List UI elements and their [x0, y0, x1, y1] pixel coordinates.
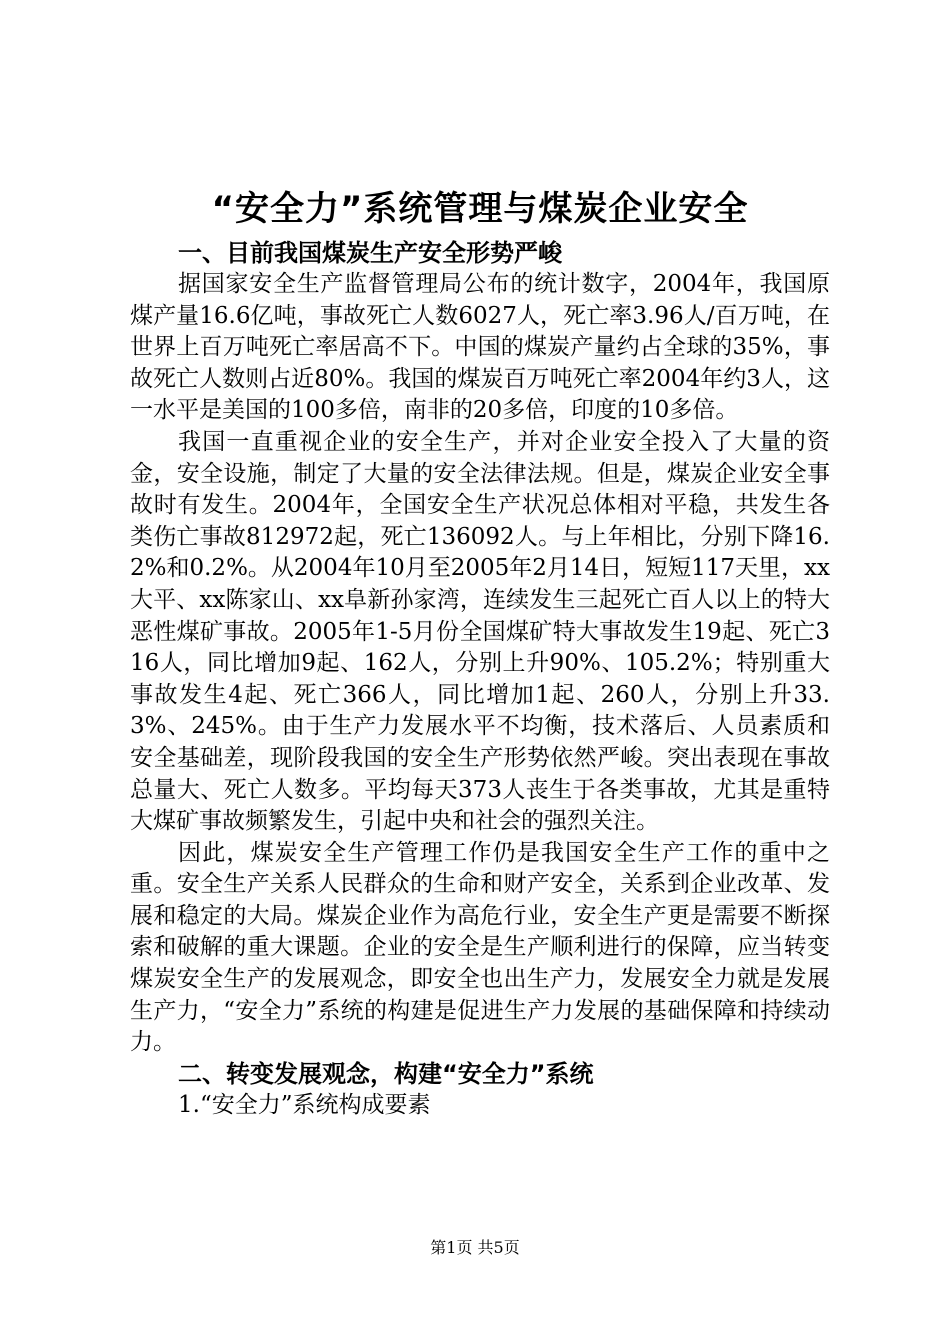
section-heading-2: 二、转变发展观念，构建“安全力”系统	[178, 1059, 594, 1088]
paragraph-3: 因此，煤炭安全生产管理工作仍是我国安全生产工作的重中之重。安全生产关系人民群众的生命和财产安全，关系到企业改革、发展和稳定的大局。煤炭企业作为高危行业，安全生产更是需要不断探索和破解的重大课题。企业的安全是生产顺利进行的保障，应当转变煤炭安全生产的发展观念，即安全也出生产力，发展安全力就是发展生产力，“安全力”系统的构建是促进生产力发展的基础保障和持续动力。	[130, 839, 830, 1056]
paragraph-2: 我国一直重视企业的安全生产，并对企业安全投入了大量的资金，安全设施，制定了大量的安全法律法规。但是，煤炭企业安全事故时有发生。2004年，全国安全生产状况总体相对平稳，共发生各类伤亡事故812972起，死亡136092人。与上年相比，分别下降16.2%和0.2%。从2004年10月至2005年2月14日，短短117天里，xx大平、xx陈家山、xx阜新孙家湾，连续发生三起死亡百人以上的特大恶性煤矿事故。2005年1-5月份全国煤矿特大事故发生19起、死亡316人，同比增加9起、162人，分别上升90%、105.2%；特别重大事故发生4起、死亡366人，同比增加1起、260人，分别上升33.3%、245%。由于生产力发展水平不均衡，技术落后、人员素质和安全基础差，现阶段我国的安全生产形势依然严峻。突出表现在事故总量大、死亡人数多。平均每天373人丧生于各类事故，尤其是重特大煤矿事故频繁发生，引起中央和社会的强烈关注。	[130, 428, 830, 835]
document-page	[130, 180, 830, 1121]
subsection-heading-1: 1.“安全力”系统构成要素	[178, 1091, 431, 1118]
section-heading-1: 一、目前我国煤炭生产安全形势严峻	[178, 239, 562, 267]
page-footer: 第1页 共5页	[430, 1238, 520, 1257]
document-title: “安全力”系统管理与煤炭企业安全	[211, 189, 749, 229]
paragraph-1: 据国家安全生产监督管理局公布的统计数字，2004年，我国原煤产量16.6亿吨，事故死亡人数6027人，死亡率3.96人/百万吨，在世界上百万吨死亡率居高不下。中国的煤炭产量约占全球的35%，事故死亡人数则占近80%。我国的煤炭百万吨死亡率2004年约3人，这一水平是美国的100多倍，南非的20多倍，印度的10多倍。	[130, 271, 830, 424]
